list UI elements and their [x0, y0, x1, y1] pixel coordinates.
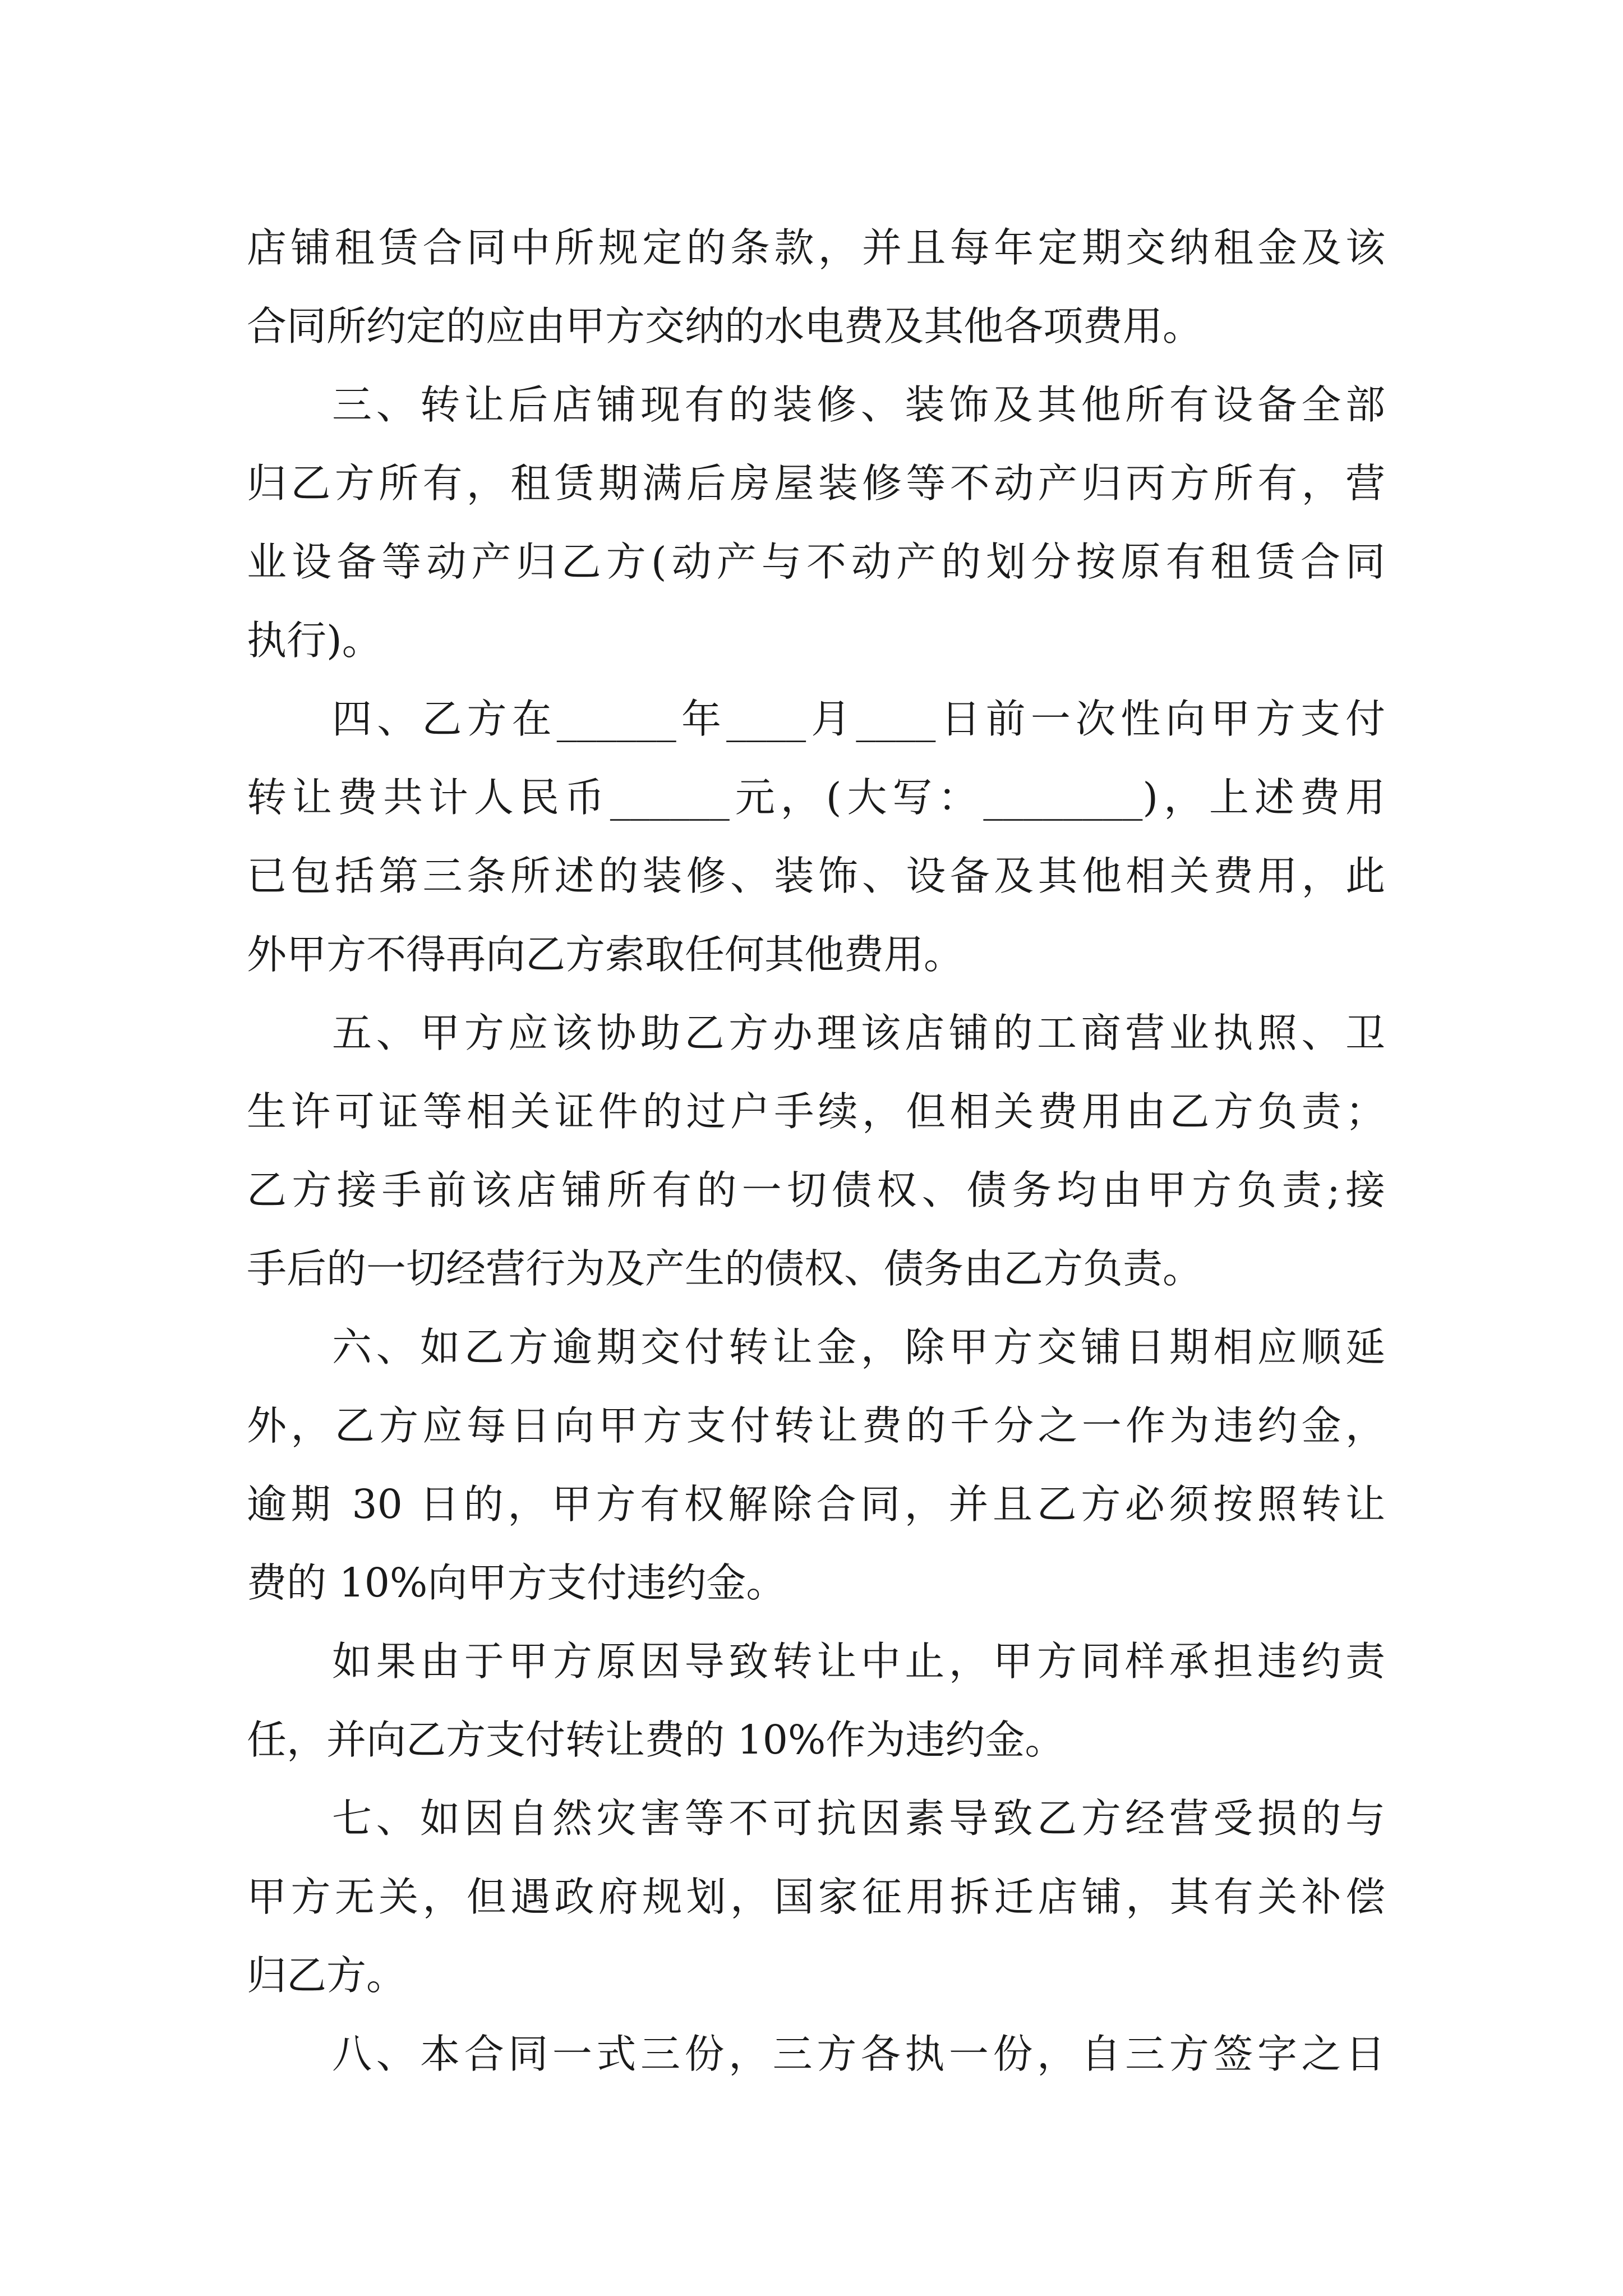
text-line: 手后的一切经营行为及产生的债权、债务由乙方负责。 [247, 1245, 1203, 1292]
text-line: 业设备等动产归乙方(动产与不动产的划分按原有租赁合同 [247, 539, 1385, 585]
text-line: 外甲方不得再向乙方索取任何其他费用。 [247, 931, 964, 978]
text-line: 已包括第三条所述的装修、装饰、设备及其他相关费用，此 [247, 853, 1385, 899]
text-line: 归乙方。 [247, 1952, 407, 1999]
clause-6-line: 六、如乙方逾期交付转让金，除甲方交铺日期相应顺延 [332, 1324, 1385, 1370]
text-line: 执行)。 [247, 617, 382, 664]
clause-7-line: 七、如因自然灾害等不可抗因素导致乙方经营受损的与 [332, 1795, 1385, 1842]
text-line: 费的 10%向甲方支付违约金。 [247, 1559, 786, 1606]
text-line: 乙方接手前该店铺所有的一切债权、债务均由甲方负责;接 [247, 1167, 1385, 1213]
text-line: 转让费共计人民币______元，(大写：________)，上述费用 [247, 774, 1385, 821]
clause-5-line: 五、甲方应该协助乙方办理该店铺的工商营业执照、卫 [332, 1010, 1385, 1056]
clause-8-line: 八、本合同一式三份，三方各执一份，自三方签字之日 [332, 2031, 1385, 2077]
text-line: 任，并向乙方支付转让费的 10%作为违约金。 [247, 1717, 1065, 1763]
text-line: 归乙方所有，租赁期满后房屋装修等不动产归丙方所有，营 [247, 460, 1385, 507]
clause-3-line: 三、转让后店铺现有的装修、装饰及其他所有设备全部 [332, 381, 1385, 428]
clause-4-line: 四、乙方在______年____月____日前一次性向甲方支付 [332, 696, 1385, 742]
text-line: 逾期 30 日的，甲方有权解除合同，并且乙方必须按照转让 [247, 1481, 1385, 1527]
text-line: 店铺租赁合同中所规定的条款，并且每年定期交纳租金及该 [247, 224, 1385, 271]
text-line: 外，乙方应每日向甲方支付转让费的千分之一作为违约金， [247, 1402, 1385, 1449]
text-line: 生许可证等相关证件的过户手续，但相关费用由乙方负责； [247, 1088, 1385, 1135]
text-line: 合同所约定的应由甲方交纳的水电费及其他各项费用。 [247, 303, 1203, 349]
text-line: 甲方无关，但遇政府规划，国家征用拆迁店铺，其有关补偿 [247, 1874, 1385, 1920]
penalty-paragraph-line: 如果由于甲方原因导致转让中止，甲方同样承担违约责 [332, 1638, 1385, 1685]
